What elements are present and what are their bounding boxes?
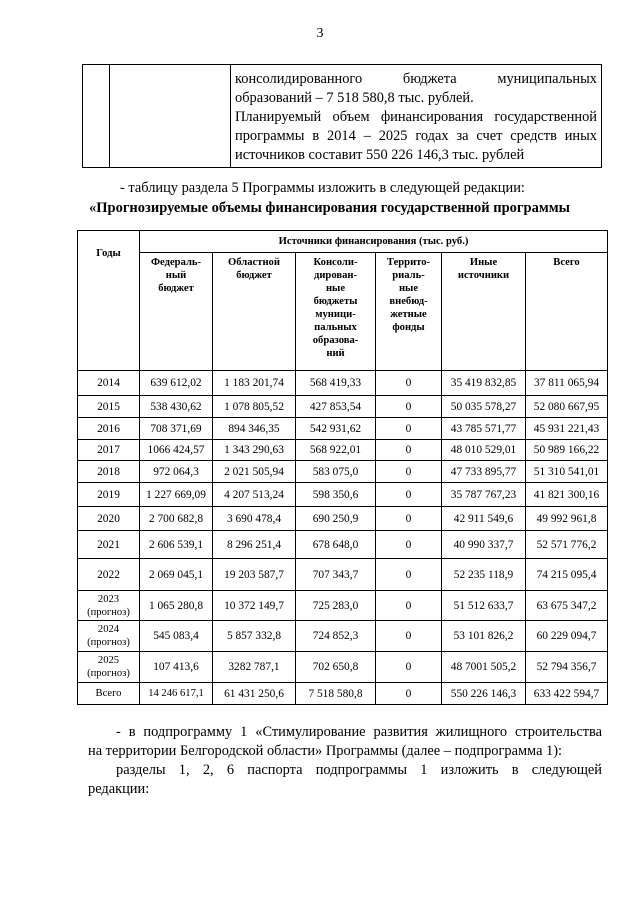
continuation-empty-cell bbox=[110, 65, 231, 168]
year-cell: 2016 bbox=[78, 418, 140, 440]
table-row bbox=[78, 531, 608, 559]
other-cell: 43 785 571,77 bbox=[442, 418, 526, 440]
page-number: 3 bbox=[316, 26, 324, 41]
regional-cell: 894 346,35 bbox=[213, 418, 296, 440]
continuation-line: источников составит 550 226 146,3 тыс. рублей bbox=[235, 147, 525, 163]
total-header bbox=[526, 253, 608, 371]
other-cell: 48 010 529,01 bbox=[442, 440, 526, 461]
continuation-table bbox=[82, 64, 602, 168]
regional-cell: 61 431 250,6 bbox=[213, 683, 296, 705]
header-text: Областной бюджет bbox=[228, 257, 280, 281]
municipal-cell: 598 350,6 bbox=[296, 483, 376, 507]
territorial-cell: 0 bbox=[376, 461, 442, 483]
territorial-cell: 0 bbox=[376, 440, 442, 461]
table-row bbox=[78, 591, 608, 621]
continuation-line: Планируемый объем финансирования государственной bbox=[235, 109, 597, 125]
header-text: Иные источники bbox=[457, 257, 510, 281]
year-cell: 2019 bbox=[78, 483, 140, 507]
after-table-text bbox=[88, 723, 602, 799]
continuation-line: консолидированного бюджета муниципальных bbox=[235, 71, 597, 87]
regional-cell: 3282 787,1 bbox=[213, 652, 296, 683]
municipal-cell: 542 931,62 bbox=[296, 418, 376, 440]
federal-cell: 2 700 682,8 bbox=[140, 507, 213, 531]
territorial-cell: 0 bbox=[376, 483, 442, 507]
other-cell: 40 990 337,7 bbox=[442, 531, 526, 559]
municipal-cell: 7 518 580,8 bbox=[296, 683, 376, 705]
continuation-empty-cell bbox=[83, 65, 110, 168]
federal-cell: 107 413,6 bbox=[140, 652, 213, 683]
federal-cell: 2 069 045,1 bbox=[140, 559, 213, 591]
municipal-cell: 690 250,9 bbox=[296, 507, 376, 531]
year-cell: 2020 bbox=[78, 507, 140, 531]
sources-group-header: Источники финансирования (тыс. руб.) bbox=[140, 231, 608, 253]
total-cell: 52 080 667,95 bbox=[526, 396, 608, 418]
continuation-text-cell bbox=[231, 65, 602, 168]
header-text: Всего bbox=[553, 257, 580, 268]
total-cell: 37 811 065,94 bbox=[526, 371, 608, 396]
federal-cell: 1 227 669,09 bbox=[140, 483, 213, 507]
year-cell bbox=[78, 591, 140, 621]
territorial-cell: 0 bbox=[376, 531, 442, 559]
table-row bbox=[78, 507, 608, 531]
table-row bbox=[78, 483, 608, 507]
territorial-cell: 0 bbox=[376, 621, 442, 652]
year-cell: 2018 bbox=[78, 461, 140, 483]
other-cell: 47 733 895,77 bbox=[442, 461, 526, 483]
year-cell: 2017 bbox=[78, 440, 140, 461]
territorial-cell: 0 bbox=[376, 418, 442, 440]
federal-cell: 545 083,4 bbox=[140, 621, 213, 652]
federal-cell: 14 246 617,1 bbox=[140, 683, 213, 705]
territorial-cell: 0 bbox=[376, 591, 442, 621]
year-cell: 2022 bbox=[78, 559, 140, 591]
total-cell: 50 989 166,22 bbox=[526, 440, 608, 461]
territorial-cell: 0 bbox=[376, 652, 442, 683]
table-row bbox=[78, 621, 608, 652]
regional-cell: 19 203 587,7 bbox=[213, 559, 296, 591]
total-cell: 63 675 347,2 bbox=[526, 591, 608, 621]
other-cell: 53 101 826,2 bbox=[442, 621, 526, 652]
year-text: 2024 (прогноз) bbox=[87, 624, 130, 648]
regional-cell: 10 372 149,7 bbox=[213, 591, 296, 621]
federal-cell: 1066 424,57 bbox=[140, 440, 213, 461]
municipal-budgets-header bbox=[296, 253, 376, 371]
table-row bbox=[78, 559, 608, 591]
territorial-cell: 0 bbox=[376, 559, 442, 591]
federal-cell: 1 065 280,8 bbox=[140, 591, 213, 621]
financing-table bbox=[77, 230, 608, 705]
municipal-cell: 568 922,01 bbox=[296, 440, 376, 461]
regional-cell: 3 690 478,4 bbox=[213, 507, 296, 531]
regional-cell: 1 078 805,52 bbox=[213, 396, 296, 418]
continuation-line: образований – 7 518 580,8 тыс. рублей. bbox=[235, 90, 474, 106]
other-sources-header bbox=[442, 253, 526, 371]
other-cell: 52 235 118,9 bbox=[442, 559, 526, 591]
continuation-line: программы в 2014 – 2025 годах за счет средств иных bbox=[235, 128, 597, 144]
total-cell: 60 229 094,7 bbox=[526, 621, 608, 652]
year-cell: 2015 bbox=[78, 396, 140, 418]
paragraph-line: - в подпрограмму 1 «Стимулирование развития жилищного строительства bbox=[116, 724, 602, 740]
years-header: Годы bbox=[78, 231, 140, 371]
other-cell: 48 7001 505,2 bbox=[442, 652, 526, 683]
table-row bbox=[78, 440, 608, 461]
federal-cell: 538 430,62 bbox=[140, 396, 213, 418]
federal-cell: 972 064,3 bbox=[140, 461, 213, 483]
federal-cell: 2 606 539,1 bbox=[140, 531, 213, 559]
territorial-cell: 0 bbox=[376, 396, 442, 418]
total-cell: 74 215 095,4 bbox=[526, 559, 608, 591]
header-text: Федераль- ный бюджет bbox=[150, 257, 202, 294]
other-cell: 35 787 767,23 bbox=[442, 483, 526, 507]
other-cell: 550 226 146,3 bbox=[442, 683, 526, 705]
territorial-cell: 0 bbox=[376, 507, 442, 531]
year-cell: 2021 bbox=[78, 531, 140, 559]
regional-cell: 1 343 290,63 bbox=[213, 440, 296, 461]
regional-cell: 8 296 251,4 bbox=[213, 531, 296, 559]
territorial-cell: 0 bbox=[376, 683, 442, 705]
total-cell: 52 794 356,7 bbox=[526, 652, 608, 683]
year-cell: 2014 bbox=[78, 371, 140, 396]
federal-cell: 708 371,69 bbox=[140, 418, 213, 440]
other-cell: 50 035 578,27 bbox=[442, 396, 526, 418]
total-cell: 41 821 300,16 bbox=[526, 483, 608, 507]
regional-cell: 4 207 513,24 bbox=[213, 483, 296, 507]
total-cell: 49 992 961,8 bbox=[526, 507, 608, 531]
paragraph-line: на территории Белгородской области» Программы (далее – подпрограмма 1): bbox=[88, 743, 563, 759]
header-text: Террито- риаль- ные внебюд- жетные фонды bbox=[386, 257, 431, 333]
intro-line: - таблицу раздела 5 Программы изложить в следующей редакции: bbox=[120, 180, 525, 196]
year-cell bbox=[78, 652, 140, 683]
federal-cell: 639 612,02 bbox=[140, 371, 213, 396]
municipal-cell: 427 853,54 bbox=[296, 396, 376, 418]
federal-budget-header bbox=[140, 253, 213, 371]
total-cell: 51 310 541,01 bbox=[526, 461, 608, 483]
table-row bbox=[78, 371, 608, 396]
year-text: 2025 (прогноз) bbox=[87, 655, 130, 679]
municipal-cell: 702 650,8 bbox=[296, 652, 376, 683]
year-cell: Всего bbox=[78, 683, 140, 705]
year-cell bbox=[78, 621, 140, 652]
table-row bbox=[78, 418, 608, 440]
total-cell: 45 931 221,43 bbox=[526, 418, 608, 440]
territorial-cell: 0 bbox=[376, 371, 442, 396]
other-cell: 51 512 633,7 bbox=[442, 591, 526, 621]
other-cell: 42 911 549,6 bbox=[442, 507, 526, 531]
paragraph-line: разделы 1, 2, 6 паспорта подпрограммы 1 изложить в следующей bbox=[116, 762, 602, 778]
regional-budget-header bbox=[213, 253, 296, 371]
municipal-cell: 725 283,0 bbox=[296, 591, 376, 621]
total-cell: 633 422 594,7 bbox=[526, 683, 608, 705]
regional-cell: 5 857 332,8 bbox=[213, 621, 296, 652]
total-cell: 52 571 776,2 bbox=[526, 531, 608, 559]
regional-cell: 1 183 201,74 bbox=[213, 371, 296, 396]
paragraph-line: редакции: bbox=[88, 781, 150, 797]
table-heading: «Прогнозируемые объемы финансирования государственной программы bbox=[89, 200, 570, 216]
year-text: 2023 (прогноз) bbox=[87, 593, 130, 618]
municipal-cell: 707 343,7 bbox=[296, 559, 376, 591]
municipal-cell: 568 419,33 bbox=[296, 371, 376, 396]
regional-cell: 2 021 505,94 bbox=[213, 461, 296, 483]
table-row bbox=[78, 652, 608, 683]
territorial-funds-header bbox=[376, 253, 442, 371]
table-row bbox=[78, 461, 608, 483]
municipal-cell: 583 075,0 bbox=[296, 461, 376, 483]
table-row bbox=[78, 396, 608, 418]
municipal-cell: 678 648,0 bbox=[296, 531, 376, 559]
header-text: Консоли- дирован- ные бюджеты муници- пальных образова- ний bbox=[312, 257, 359, 359]
table-row bbox=[78, 683, 608, 705]
municipal-cell: 724 852,3 bbox=[296, 621, 376, 652]
other-cell: 35 419 832,85 bbox=[442, 371, 526, 396]
